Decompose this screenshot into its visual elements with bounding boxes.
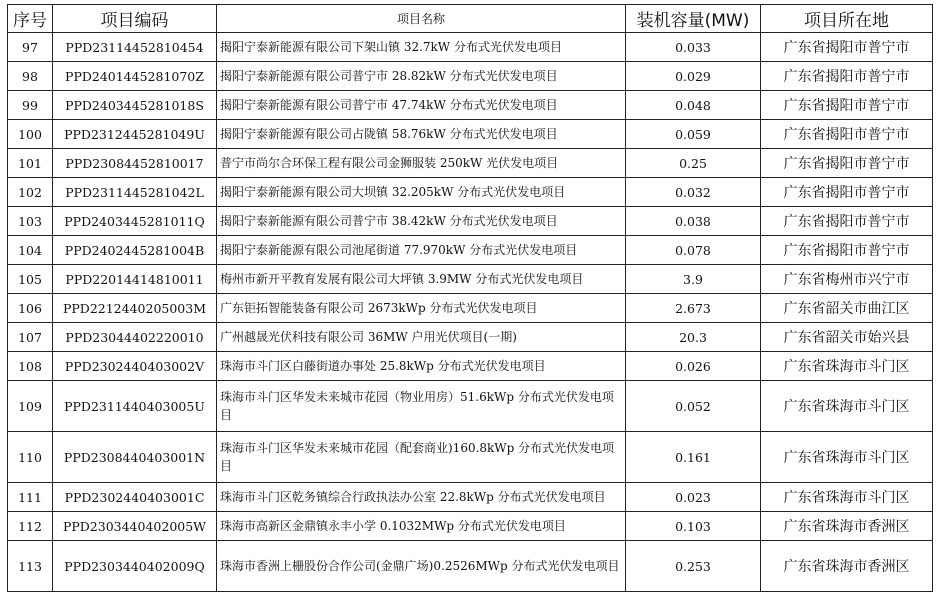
- cell-code: PPD2403445281018S: [53, 91, 217, 120]
- cell-code: PPD23044402220010: [53, 323, 217, 352]
- cell-code: PPD2302440403002V: [53, 352, 217, 381]
- cell-index: 108: [8, 352, 53, 381]
- table-row: [8, 352, 933, 381]
- cell-capacity: 0.029: [626, 62, 761, 91]
- cell-name: 广东钜拓智能装备有限公司 2673kWp 分布式光伏发电项目: [217, 294, 626, 323]
- cell-location: 广东省珠海市斗门区: [761, 352, 933, 381]
- cell-code: PPD2212440205003M: [53, 294, 217, 323]
- cell-index: 106: [8, 294, 53, 323]
- cell-location: 广东省梅州市兴宁市: [761, 265, 933, 294]
- table-row: [8, 381, 933, 432]
- cell-code: PPD2311440403005U: [53, 381, 217, 432]
- header-name: 项目名称: [217, 5, 626, 33]
- cell-name: 普宁市尚尔合环保工程有限公司金狮服装 250kW 光伏发电项目: [217, 149, 626, 178]
- cell-location: 广东省揭阳市普宁市: [761, 120, 933, 149]
- cell-name: 梅州市新开平教育发展有限公司大坪镇 3.9MW 分布式光伏发电项目: [217, 265, 626, 294]
- cell-location: 广东省珠海市斗门区: [761, 432, 933, 483]
- cell-code: PPD2303440402009Q: [53, 541, 217, 592]
- cell-location: 广东省韶关市始兴县: [761, 323, 933, 352]
- cell-index: 113: [8, 541, 53, 592]
- cell-capacity: 0.059: [626, 120, 761, 149]
- cell-name: 珠海市高新区金鼎镇永丰小学 0.1032MWp 分布式光伏发电项目: [217, 512, 626, 541]
- cell-capacity: 0.161: [626, 432, 761, 483]
- cell-index: 100: [8, 120, 53, 149]
- cell-capacity: 0.103: [626, 512, 761, 541]
- cell-capacity: 0.032: [626, 178, 761, 207]
- table-row: [8, 512, 933, 541]
- cell-location: 广东省揭阳市普宁市: [761, 33, 933, 62]
- cell-location: 广东省珠海市香洲区: [761, 512, 933, 541]
- table-row: [8, 483, 933, 512]
- cell-index: 98: [8, 62, 53, 91]
- cell-name: 广州越晟光伏科技有限公司 36MW 户用光伏项目(一期): [217, 323, 626, 352]
- project-table-container: [7, 4, 933, 592]
- cell-location: 广东省珠海市斗门区: [761, 483, 933, 512]
- cell-location: 广东省揭阳市普宁市: [761, 91, 933, 120]
- cell-location: 广东省揭阳市普宁市: [761, 236, 933, 265]
- table-row: [8, 541, 933, 592]
- table-row: [8, 294, 933, 323]
- table-row: [8, 265, 933, 294]
- table-row: [8, 91, 933, 120]
- cell-name: 珠海市斗门区白藤街道办事处 25.8kWp 分布式光伏发电项目: [217, 352, 626, 381]
- header-capacity: 装机容量(MW): [626, 5, 761, 33]
- cell-capacity: 0.052: [626, 381, 761, 432]
- cell-capacity: 2.673: [626, 294, 761, 323]
- cell-capacity: 0.026: [626, 352, 761, 381]
- cell-index: 109: [8, 381, 53, 432]
- cell-code: PPD2308440403001N: [53, 432, 217, 483]
- cell-code: PPD23084452810017: [53, 149, 217, 178]
- header-location: 项目所在地: [761, 5, 933, 33]
- cell-location: 广东省珠海市香洲区: [761, 541, 933, 592]
- cell-name: 珠海市斗门区华发未来城市花园（配套商业)160.8kWp 分布式光伏发电项目: [217, 432, 626, 483]
- table-row: [8, 207, 933, 236]
- cell-location: 广东省揭阳市普宁市: [761, 178, 933, 207]
- header-code: 项目编码: [53, 5, 217, 33]
- cell-code: PPD23114452810454: [53, 33, 217, 62]
- cell-index: 111: [8, 483, 53, 512]
- cell-name: 揭阳宁泰新能源有限公司占陇镇 58.76kW 分布式光伏发电项目: [217, 120, 626, 149]
- table-row: [8, 323, 933, 352]
- cell-index: 110: [8, 432, 53, 483]
- cell-index: 97: [8, 33, 53, 62]
- cell-capacity: 0.078: [626, 236, 761, 265]
- table-row: [8, 62, 933, 91]
- table-row: [8, 432, 933, 483]
- cell-index: 99: [8, 91, 53, 120]
- table-row: [8, 33, 933, 62]
- cell-index: 103: [8, 207, 53, 236]
- table-body: [8, 33, 933, 592]
- cell-capacity: 0.033: [626, 33, 761, 62]
- cell-name: 揭阳宁泰新能源有限公司下架山镇 32.7kW 分布式光伏发电项目: [217, 33, 626, 62]
- cell-name: 揭阳宁泰新能源有限公司池尾街道 77.970kW 分布式光伏发电项目: [217, 236, 626, 265]
- table-row: [8, 149, 933, 178]
- cell-location: 广东省揭阳市普宁市: [761, 149, 933, 178]
- cell-capacity: 0.25: [626, 149, 761, 178]
- cell-location: 广东省珠海市斗门区: [761, 381, 933, 432]
- cell-code: PPD2302440403001C: [53, 483, 217, 512]
- cell-code: PPD22014414810011: [53, 265, 217, 294]
- cell-index: 104: [8, 236, 53, 265]
- cell-code: PPD2403445281011Q: [53, 207, 217, 236]
- cell-index: 101: [8, 149, 53, 178]
- cell-code: PPD2312445281049U: [53, 120, 217, 149]
- cell-capacity: 0.048: [626, 91, 761, 120]
- cell-index: 102: [8, 178, 53, 207]
- project-table: [7, 4, 933, 592]
- cell-code: PPD2401445281070Z: [53, 62, 217, 91]
- cell-index: 105: [8, 265, 53, 294]
- cell-capacity: 0.023: [626, 483, 761, 512]
- cell-code: PPD2311445281042L: [53, 178, 217, 207]
- cell-code: PPD2303440402005W: [53, 512, 217, 541]
- header-index: 序号: [8, 5, 53, 33]
- cell-location: 广东省韶关市曲江区: [761, 294, 933, 323]
- table-row: [8, 236, 933, 265]
- table-header-row: [8, 5, 933, 33]
- cell-capacity: 0.038: [626, 207, 761, 236]
- cell-index: 112: [8, 512, 53, 541]
- cell-capacity: 20.3: [626, 323, 761, 352]
- cell-capacity: 0.253: [626, 541, 761, 592]
- cell-code: PPD2402445281004B: [53, 236, 217, 265]
- cell-location: 广东省揭阳市普宁市: [761, 207, 933, 236]
- cell-name: 揭阳宁泰新能源有限公司普宁市 28.82kW 分布式光伏发电项目: [217, 62, 626, 91]
- cell-capacity: 3.9: [626, 265, 761, 294]
- cell-name: 珠海市斗门区华发未来城市花园（物业用房）51.6kWp 分布式光伏发电项目: [217, 381, 626, 432]
- cell-name: 揭阳宁泰新能源有限公司普宁市 47.74kW 分布式光伏发电项目: [217, 91, 626, 120]
- table-row: [8, 178, 933, 207]
- cell-name: 揭阳宁泰新能源有限公司普宁市 38.42kW 分布式光伏发电项目: [217, 207, 626, 236]
- cell-name: 珠海市斗门区乾务镇综合行政执法办公室 22.8kWp 分布式光伏发电项目: [217, 483, 626, 512]
- cell-name: 揭阳宁泰新能源有限公司大坝镇 32.205kW 分布式光伏发电项目: [217, 178, 626, 207]
- cell-name: 珠海市香洲上栅股份合作公司(金鼎广场)0.2526MWp 分布式光伏发电项目: [217, 541, 626, 592]
- table-row: [8, 120, 933, 149]
- cell-location: 广东省揭阳市普宁市: [761, 62, 933, 91]
- cell-index: 107: [8, 323, 53, 352]
